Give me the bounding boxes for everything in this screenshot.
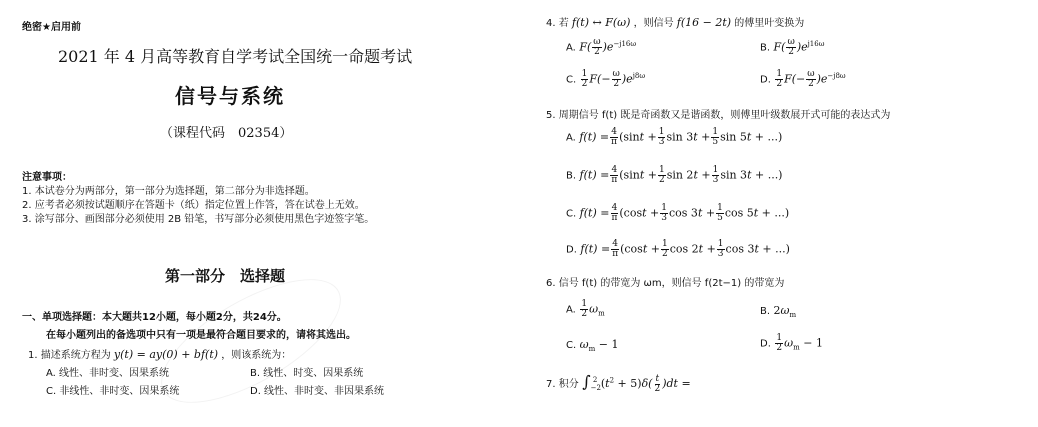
question-1 — [28, 346, 291, 361]
q6-option-b: B. $2\omega_m$ — [760, 304, 797, 320]
course-code: （课程代码 02354） — [160, 126, 293, 141]
q4-mid: ，则信号 — [633, 18, 674, 29]
q1-option-d: D. 线性、非时变、非因果系统 — [250, 386, 385, 397]
q4-prefix: 4. 若 — [546, 18, 569, 29]
secret-label: 绝密★启用前 — [22, 22, 81, 33]
q4-c-label: C. — [566, 74, 577, 86]
q6-d-label: D. — [760, 338, 771, 350]
q7-prefix: 7. 积分 — [546, 379, 579, 390]
q5-b-label: B. — [566, 170, 577, 182]
q4-a-label: A. — [566, 42, 576, 54]
q1-option-c: C. 非线性、非时变、因果系统 — [46, 386, 180, 397]
q4-d-label: D. — [760, 74, 771, 86]
q6-option-c: C. $\omega_m - 1$ — [566, 338, 619, 354]
question-7: 7. 积分 $\int_{-2}^2$ $(t^2 + 5)\delta$( $\frac{t}{2}$ )dt = — [546, 372, 691, 394]
q6-a-label: A. — [566, 304, 576, 316]
question-6: 6. 信号 f(t) 的带宽为 ωm，则信号 f(2t−1) 的带宽为 — [546, 278, 785, 289]
section-heading: 一、单项选择题：本大题共12小题，每小题2分，共24分。 — [22, 312, 287, 323]
notice-3: 3. 涂写部分、画图部分必须使用 2B 铅笔，书写部分必须使用黑色字迹签字笔。 — [22, 214, 375, 225]
q1-option-a: A. 线性、非时变、因果系统 — [46, 368, 170, 379]
q5-option-b: B. f(t) = $\frac{4}{\pi}$ (sint + $\frac{1}{2}$ sin 2t + $\frac{1}{3}$ sin 3t + ...) — [566, 165, 783, 185]
q5-d-label: D. — [566, 244, 577, 256]
q6-option-d: D. $\frac{1}{2}$ $\omega_m - 1$ — [760, 333, 823, 353]
q4-option-d: D. $\frac{1}{2}$ F(− $\frac{\omega}{2}$ )$e^{-j8\omega}$ — [760, 69, 846, 89]
notice-1: 1. 本试卷分为两部分，第一部分为选择题，第二部分为非选择题。 — [22, 186, 315, 197]
q1-suffix: ，则该系统为： — [221, 350, 292, 361]
question-5: 5. 周期信号 f(t) 既是奇函数又是谐函数，则傅里叶级数展开式可能的表达式为 — [546, 110, 891, 121]
q6-c-label: C. — [566, 340, 577, 351]
right-column — [520, 0, 1038, 400]
part-title: 第一部分 选择题 — [165, 267, 286, 285]
q4-option-a: A. F( $\frac{\omega}{2}$ )$e^{-j16\omega}$ — [566, 37, 637, 57]
left-column — [0, 0, 520, 400]
q4-option-c: C. $\frac{1}{2}$ F(− $\frac{\omega}{2}$ )$e^{j8\omega}$ — [566, 69, 646, 89]
notice-2: 2. 应考者必须按试题顺序在答题卡（纸）指定位置上作答，答在试卷上无效。 — [22, 200, 365, 211]
q5-option-d: D. f(t) = $\frac{4}{\pi}$ (cost + $\frac{1}{2}$ cos 2t + $\frac{1}{3}$ cos 3t + ...) — [566, 239, 790, 259]
q1-prefix: 1. 描述系统方程为 — [28, 350, 111, 361]
question-4 — [546, 14, 804, 29]
q6-option-a: A. $\frac{1}{2}$ $\omega_m$ — [566, 299, 605, 319]
q5-option-c: C. f(t) = $\frac{4}{\pi}$ (cost + $\frac{1}{3}$ cos 3t + $\frac{1}{5}$ cos 5t + ...) — [566, 203, 790, 223]
q6-b-label: B. — [760, 306, 771, 317]
section-instructions: 在每小题列出的备选项中只有一项是最符合题目要求的，请将其选出。 — [46, 330, 356, 341]
exam-title: 2021 年 4 月高等教育自学考试全国统一命题考试 — [58, 47, 413, 66]
q4-b-label: B. — [760, 42, 771, 54]
q5-c-label: C. — [566, 208, 577, 220]
q1-option-b: B. 线性、时变、因果系统 — [250, 368, 364, 379]
q5-a-label: A. — [566, 132, 576, 144]
notice-title: 注意事项： — [22, 172, 72, 183]
subject-title: 信号与系统 — [175, 84, 285, 108]
q4-signal: f(16 − 2t) — [676, 16, 732, 29]
q1-equation: y(t) = ay(0) + bf(t) — [113, 348, 219, 361]
q5-option-a: A. f(t) = $\frac{4}{\pi}$ (sint + $\frac{1}{3}$ sin 3t + $\frac{1}{5}$ sin 5t + ...) — [566, 127, 783, 147]
q4-suffix: 的傅里叶变换为 — [734, 18, 805, 29]
q4-option-b: B. F( $\frac{\omega}{2}$ )$e^{j16\omega}$ — [760, 37, 825, 57]
q4-pair: f(t) ↔ F(ω) — [571, 16, 631, 29]
